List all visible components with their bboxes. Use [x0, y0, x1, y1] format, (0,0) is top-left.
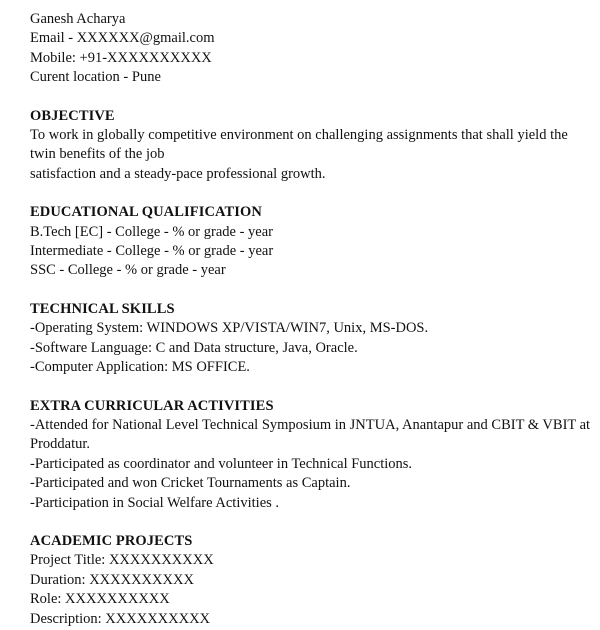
- section-heading-activities: EXTRA CURRICULAR ACTIVITIES: [30, 397, 274, 414]
- projects-section: [30, 532, 590, 629]
- education-line: Intermediate - College - % or grade - year: [30, 243, 274, 260]
- section-heading-education: EDUCATIONAL QUALIFICATION: [30, 204, 262, 221]
- skill-line: -Operating System: WINDOWS XP/VISTA/WIN7, Unix, MS-DOS.: [30, 320, 429, 337]
- objective-section: [30, 107, 590, 185]
- education-line: SSC - College - % or grade - year: [30, 262, 226, 279]
- objective-line: To work in globally competitive environment on challenging assignments that shall yield the: [30, 127, 568, 144]
- education-line: B.Tech [EC] - College - % or grade - year: [30, 223, 273, 240]
- objective-line: satisfaction and a steady-pace professional growth.: [30, 165, 326, 182]
- email-line: Email - XXXXXX@gmail.com: [30, 30, 215, 47]
- education-section: [30, 203, 590, 281]
- activities-section: [30, 397, 590, 513]
- project-title-line: Project Title: XXXXXXXXXX: [30, 552, 214, 569]
- activity-line: -Participated and won Cricket Tournaments as Captain.: [30, 475, 351, 492]
- skills-section: [30, 300, 590, 378]
- activity-line: -Attended for National Level Technical Symposium in JNTUA, Anantapur and CBIT & VBIT at: [30, 416, 591, 433]
- project-description-line: Description: XXXXXXXXXX: [30, 610, 211, 627]
- contact-block: [30, 10, 590, 88]
- skill-line: -Computer Application: MS OFFICE.: [30, 359, 250, 376]
- project-duration-line: Duration: XXXXXXXXXX: [30, 571, 194, 588]
- mobile-line: Mobile: +91-XXXXXXXXXX: [30, 49, 212, 66]
- resume-document: [30, 10, 590, 629]
- section-heading-objective: OBJECTIVE: [30, 107, 115, 124]
- objective-line: twin benefits of the job: [30, 146, 165, 163]
- activity-line: -Participation in Social Welfare Activities .: [30, 494, 280, 511]
- project-role-line: Role: XXXXXXXXXX: [30, 591, 170, 608]
- section-heading-skills: TECHNICAL SKILLS: [30, 300, 175, 317]
- activity-line: -Participated as coordinator and volunteer in Technical Functions.: [30, 455, 413, 472]
- candidate-name: Ganesh Acharya: [30, 11, 126, 27]
- skill-line: -Software Language: C and Data structure, Java, Oracle.: [30, 339, 358, 356]
- section-heading-projects: ACADEMIC PROJECTS: [30, 532, 193, 549]
- activity-line: Proddatur.: [30, 436, 91, 453]
- location-line: Curent location - Pune: [30, 69, 161, 86]
